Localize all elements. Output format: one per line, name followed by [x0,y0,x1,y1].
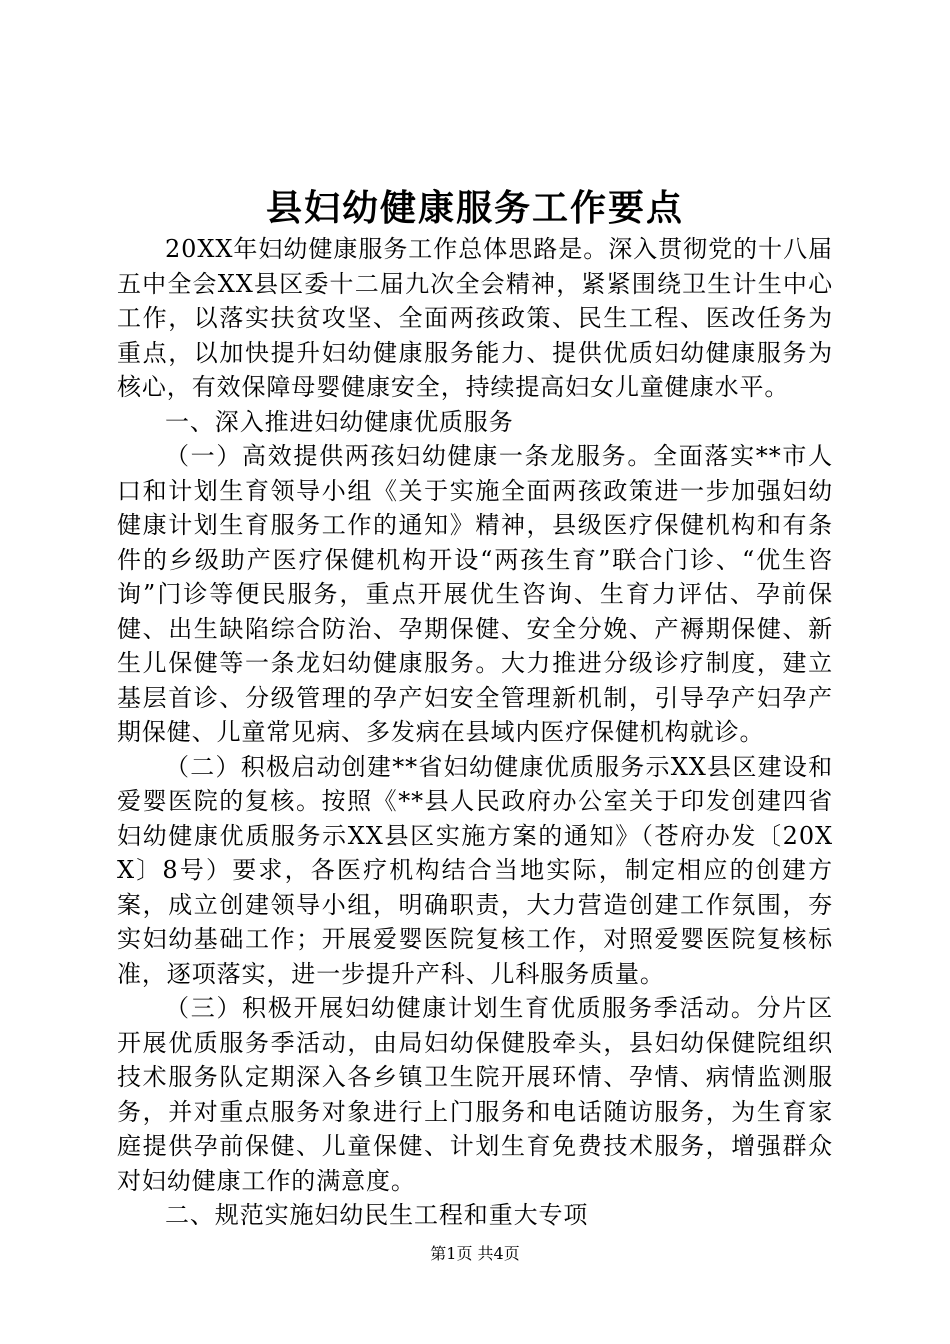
section-heading-1: 一、深入推进妇幼健康优质服务 [165,407,514,436]
paragraph-item-2: （二）积极启动创建**省妇幼健康优质服务示XX县区建设和爱婴医院的复核。按照《**县人民政府办公室关于印发创建四省妇幼健康优质服务示XX县区实施方案的通知》（苍府办发〔20XX〕8号）要求，各医疗机构结合当地实际，制定相应的创建方案，成立创建领导小组，明确职责，大力营造创建工作氛围，夯实妇幼基础工作；开展爱婴医院复核工作，对照爱婴医院复核标准，逐项落实，进一步提升产科、儿科服务质量。 [117,752,833,988]
paragraph-item-1: （一）高效提供两孩妇幼健康一条龙服务。全面落实**市人口和计划生育领导小组《关于实施全面两孩政策进一步加强妇幼健康计划生育服务工作的通知》精神，县级医疗保健机构和有条件的乡级助产医疗保健机构开设“两孩生育”联合门诊、“优生咨询”门诊等便民服务，重点开展优生咨询、生育力评估、孕前保健、出生缺陷综合防治、孕期保健、安全分娩、产褥期保健、新生儿保健等一条龙妇幼健康服务。大力推进分级诊疗制度，建立基层首诊、分级管理的孕产妇安全管理新机制，引导孕产妇孕产期保健、儿童常见病、多发病在县域内医疗保健机构就诊。 [117,442,833,746]
document-body [117,232,833,1233]
page-number-footer: 第1页 共4页 [430,1244,520,1263]
document-title: 县妇幼健康服务工作要点 [265,187,684,229]
intro-paragraph: 20XX年妇幼健康服务工作总体思路是。深入贯彻党的十八届五中全会XX县区委十二届九次全会精神，紧紧围绕卫生计生中心工作，以落实扶贫攻坚、全面两孩政策、民生工程、医改任务为重点，以加快提升妇幼健康服务能力、提供优质妇幼健康服务为核心，有效保障母婴健康安全，持续提高妇女儿童健康水平。 [117,235,833,401]
section-heading-2: 二、规范实施妇幼民生工程和重大专项 [165,1201,589,1229]
paragraph-item-3: （三）积极开展妇幼健康计划生育优质服务季活动。分片区开展优质服务季活动，由局妇幼保健股牵头，县妇幼保健院组织技术服务队定期深入各乡镇卫生院开展环情、孕情、病情监测服务，并对重点服务对象进行上门服务和电话随访服务，为生育家庭提供孕前保健、儿童保健、计划生育免费技术服务，增强群众对妇幼健康工作的满意度。 [117,994,833,1195]
